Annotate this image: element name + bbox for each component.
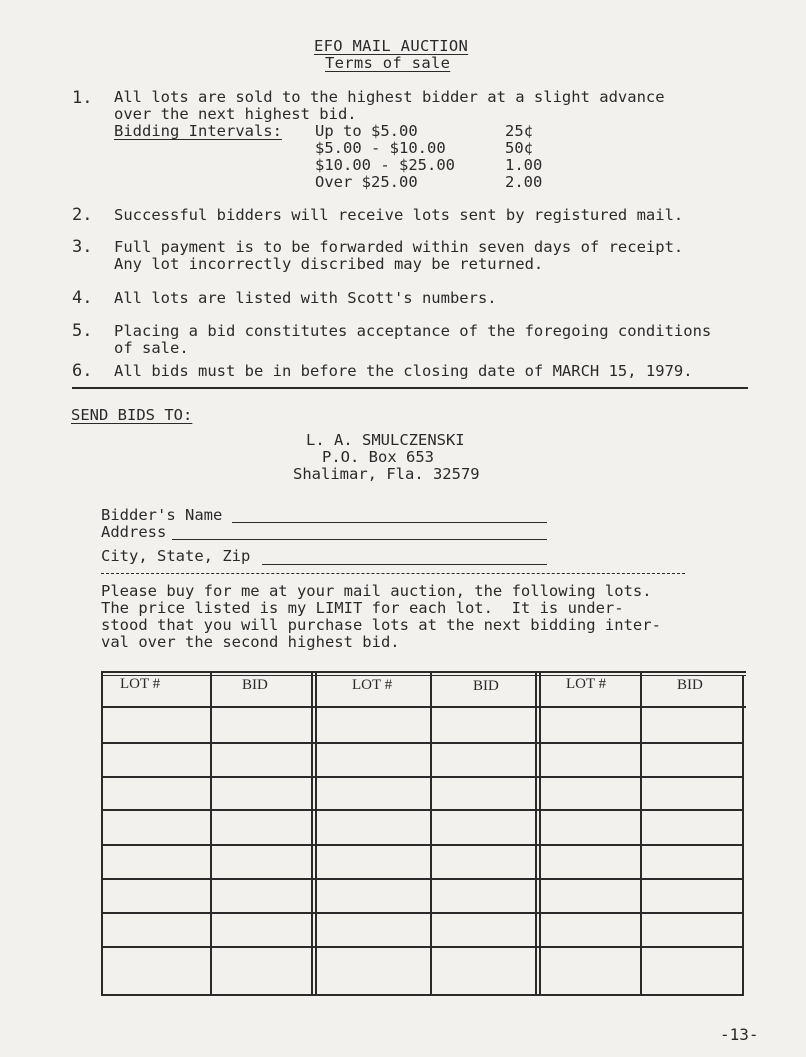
interval-increment: 1.00 [505,156,543,174]
address-label: Address [101,523,167,541]
term-text: Placing a bid constitutes acceptance of the foregoing conditions [114,322,712,340]
table-header-lot: LOT # [120,676,161,692]
term-text: All bids must be in before the closing date of MARCH 15, 1979. [114,362,693,380]
interval-increment: 2.00 [505,173,543,191]
term-number: 2. [72,205,93,225]
table-row-rule [101,844,744,846]
table-row-rule [101,946,744,948]
table-column-rule [539,671,541,995]
table-row-rule [101,809,744,811]
term-number: 6. [72,361,93,381]
table-column-rule [315,671,317,995]
recipient-po-box: P.O. Box 653 [322,448,434,466]
table-row-rule [101,742,744,744]
instruction-line: Please buy for me at your mail auction, the following lots. [101,582,652,600]
term-number: 3. [72,237,93,257]
instruction-line: val over the second highest bid. [101,633,400,651]
interval-increment: 50¢ [505,139,533,157]
table-column-rule [640,671,642,995]
table-row-rule [101,878,744,880]
interval-range: $10.00 - $25.00 [315,156,455,174]
table-column-rule [535,671,537,995]
term-text: Successful bidders will receive lots sent by registured mail. [114,206,684,224]
table-row-rule [101,912,744,914]
bidder-name-label: Bidder's Name [101,506,223,524]
table-row-rule [101,776,744,778]
interval-range: Up to $5.00 [315,122,418,140]
table-header-bid: BID [473,678,499,694]
term-text: Any lot incorrectly discribed may be returned. [114,255,544,273]
table-header-bid: BID [677,677,703,693]
term-text: of sale. [114,339,189,357]
table-column-rule [101,671,103,995]
recipient-name: L. A. SMULCZENSKI [306,431,465,449]
table-header-rule [101,706,746,708]
table-top-border [101,675,746,676]
instruction-line: stood that you will purchase lots at the next bidding inter- [101,616,661,634]
table-bottom-border [101,994,744,996]
term-number: 1. [72,88,93,108]
term-text: All lots are sold to the highest bidder at a slight advance [114,88,665,106]
term-number: 4. [72,288,93,308]
table-top-border [101,671,746,673]
interval-range: Over $25.00 [315,173,418,191]
table-column-rule [210,671,212,995]
table-header-lot: LOT # [566,676,607,692]
page-title: EFO MAIL AUCTION [314,37,469,55]
city-state-zip-label: City, State, Zip [101,547,251,565]
send-bids-label: SEND BIDS TO: [71,406,193,424]
table-header-lot: LOT # [352,677,393,693]
interval-increment: 25¢ [505,122,533,140]
interval-range: $5.00 - $10.00 [315,139,446,157]
table-column-rule [311,671,313,995]
table-header-bid: BID [242,677,268,693]
page-subtitle: Terms of sale [325,54,451,72]
table-column-rule [430,671,432,995]
term-text: Full payment is to be forwarded within seven days of receipt. [114,238,684,256]
recipient-city: Shalimar, Fla. 32579 [293,465,480,483]
term-text: over the next highest bid. [114,105,357,123]
table-column-rule [742,676,744,995]
term-number: 5. [72,321,93,341]
instruction-line: The price listed is my LIMIT for each lot. It is under- [101,599,624,617]
bidding-intervals-label: Bidding Intervals: [114,122,282,140]
term-text: All lots are listed with Scott's numbers. [114,289,497,307]
page-number: -13- [720,1025,759,1044]
